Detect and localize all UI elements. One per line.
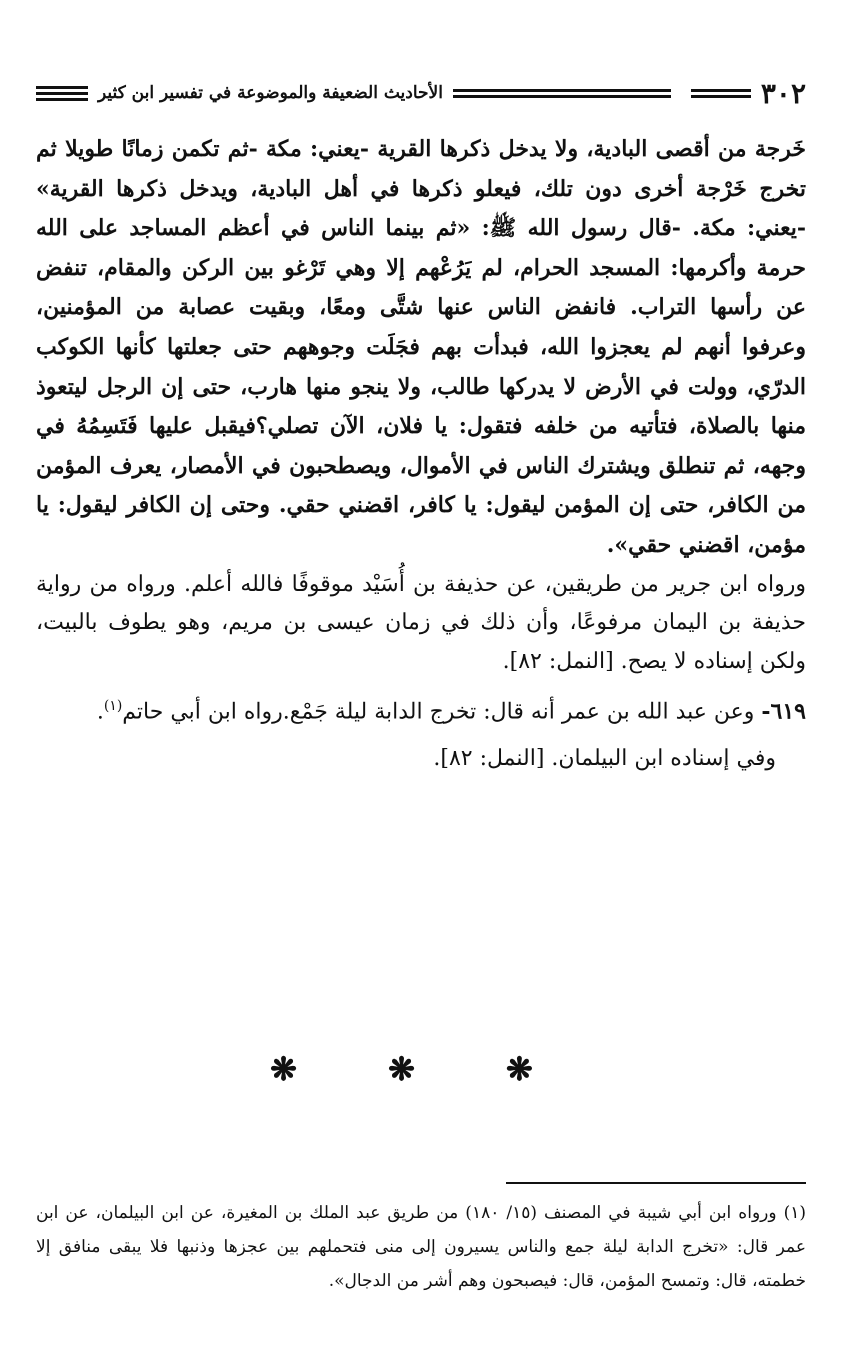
hadith-text: وعن عبد الله بن عمر أنه قال: تخرج الدابة ليلة جَمْع.رواه ابن أبي حاتم: [122, 699, 755, 725]
hadith-number: ٦١٩-: [761, 698, 806, 725]
paragraph: خَرجة من أقصى البادية، ولا يدخل ذكرها القرية -يعني: مكة -ثم تكمن زمانًا طويلا ثم تخرج خَرْجة أخرى دون تلك، فيعلو ذكرها في أهل البادية، ويدخل ذكرها القرية» -يعني: مكة. -قال رسول الله ﷺ: «ثم بينما الناس في أعظم المساجد على الله حرمة وأكرمها: المسجد الحرام، لم يَرُعْهم إلا وهي تَرْغو بين الركن والمقام، تنفض عن رأسها التراب. فانفض الناس عنها شتَّى ومعًا، وبقيت عصابة من المؤمنين، وعرفوا أنهم لم يعجزوا الله، فبدأت بهم فجَلَت وجوههم حتى جعلتها كأنها الكوكب الدرّي، وولت في الأرض لا يدركها طالب، ولا ينجو منها هارب، حتى إن الرجل ليتعوذ منها بالصلاة، فتأتيه من خلفه فتقول: يا فلان، الآن تصلي؟فيقبل عليها فَتَسِمُهُ في وجهه، ثم تنطلق ويشترك الناس في الأموال، ويصطحبون في الأمصار، يعرف المؤمن من الكافر، حتى إن المؤمن ليقول: يا كافر، اقضني حقي. وحتى إن الكافر ليقول: يا مؤمن، اقضني حقي».: [36, 136, 806, 558]
book-title: الأحاديث الضعيفة والموضوعة في تفسير ابن كثير: [98, 83, 443, 103]
page-number: ٣٠٢: [760, 76, 806, 110]
section-separator: ❋ ❋ ❋: [270, 1050, 573, 1088]
header-rule: [36, 86, 88, 101]
paragraph: ورواه ابن جرير من طريقين، عن حذيفة بن أُسَيْد موقوفًا فالله أعلم. ورواه من رواية حذيفة بن اليمان مرفوعًا، وأن ذلك في زمان عيسى بن مريم، وهو يطوف بالبيت، ولكن إسناده لا يصح. [النمل: ٨٢].: [36, 571, 806, 674]
main-text: [36, 130, 806, 779]
hadith-entry: ٦١٩- وعن عبد الله بن عمر أنه قال: تخرج الدابة ليلة جَمْع.رواه ابن أبي حاتم$^{(١)}$.: [96, 698, 806, 725]
footnote-rule: [506, 1182, 806, 1184]
footnote: (١) ورواه ابن أبي شيبة في المصنف (١٥/ ١٨٠) من طريق عبد الملك بن المغيرة، عن ابن البيلمان، عن ابن عمر قال: «تخرج الدابة ليلة جمع والناس يسيرون إلى منى فتحملهم بين عجزها وذنبها فلا يبقى منافق إلا خطمته، قال: وتمسح المؤمن، قال: فيصبحون وهم أشر من الدجال».: [36, 1203, 807, 1291]
running-header: [36, 78, 806, 108]
source-note: وفي إسناده ابن البيلمان. [النمل: ٨٢].: [433, 746, 776, 772]
footnote-ref: (١): [103, 698, 123, 715]
header-rule: [691, 89, 751, 98]
header-rule: [453, 89, 671, 98]
